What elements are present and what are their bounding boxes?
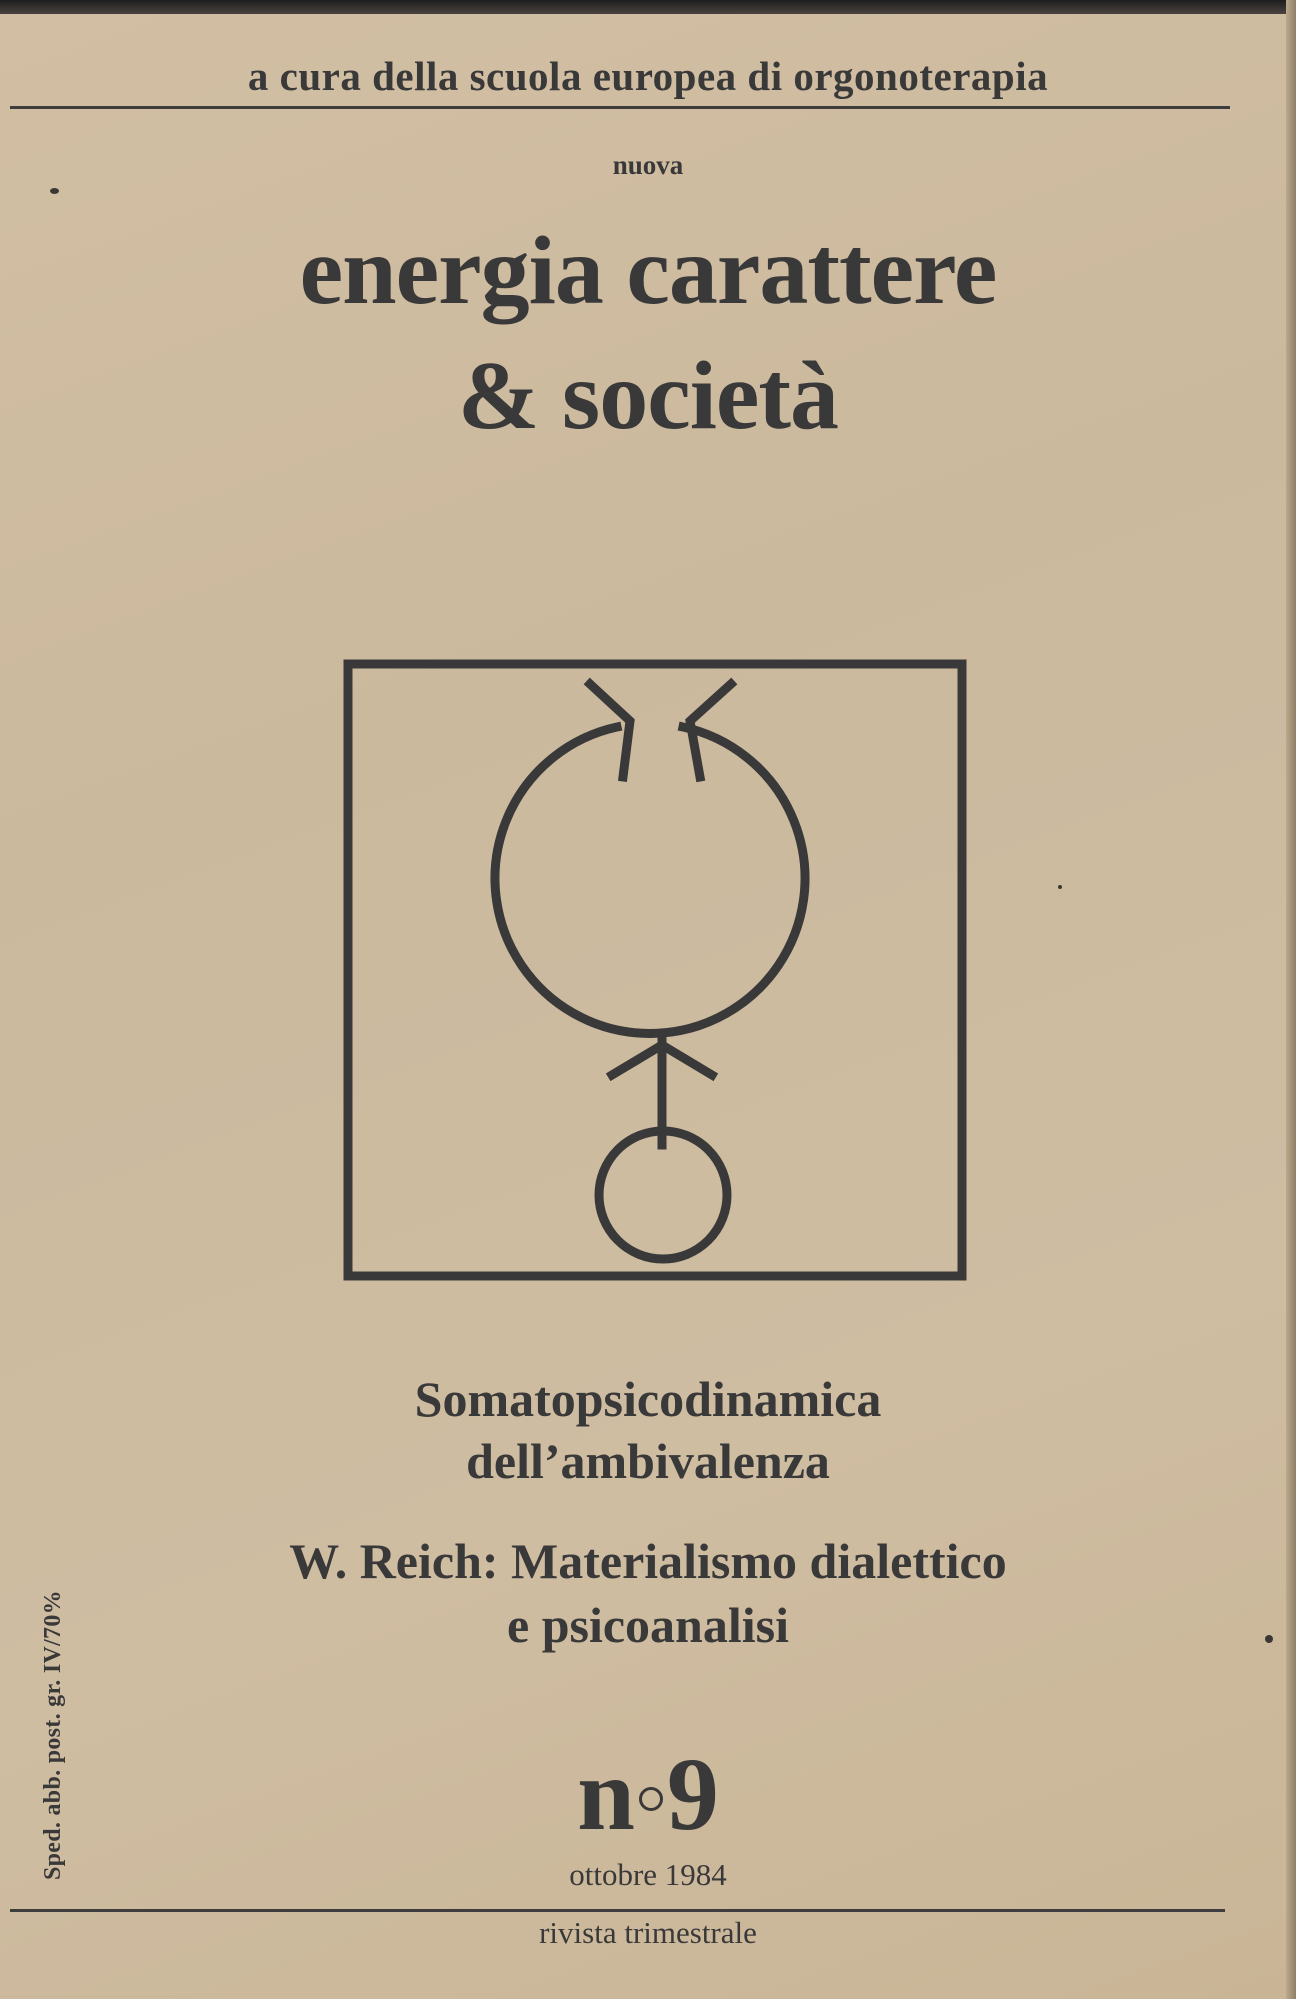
curator-line: a cura della scuola europea di orgonoterapia xyxy=(247,53,1049,99)
article1-title-line2: dell’ambivalenza xyxy=(466,1433,830,1489)
title-prefix: nuova xyxy=(612,150,684,180)
print-fleck xyxy=(1265,1635,1273,1643)
magazine-title-line1: energia carattere xyxy=(299,217,997,325)
article2-title-line2: e psicoanalisi xyxy=(507,1597,789,1653)
article2-title-line1: W. Reich: Materialismo dialettico xyxy=(289,1533,1007,1589)
print-fleck xyxy=(50,188,59,194)
publication-frequency: rivista trimestrale xyxy=(539,1915,757,1950)
article1-title-line1: Somatopsicodinamica xyxy=(414,1371,882,1427)
emblem-small-ring xyxy=(599,1131,727,1259)
issue-prefix: n xyxy=(577,1737,635,1852)
degree-mark xyxy=(639,1787,663,1811)
emblem-large-ring xyxy=(495,727,805,1033)
issue-date: ottobre 1984 xyxy=(569,1857,727,1892)
emblem-right-arrowhead xyxy=(690,684,731,777)
postal-note: Sped. abb. post. gr. IV/70% xyxy=(40,1590,66,1880)
issue-number xyxy=(0,1735,1296,1854)
emblem-frame xyxy=(348,664,962,1276)
bottom-rule xyxy=(10,1909,1225,1912)
issue-digit: 9 xyxy=(666,1737,719,1852)
print-fleck xyxy=(1058,885,1062,889)
magazine-title-line2: & società xyxy=(457,342,839,450)
